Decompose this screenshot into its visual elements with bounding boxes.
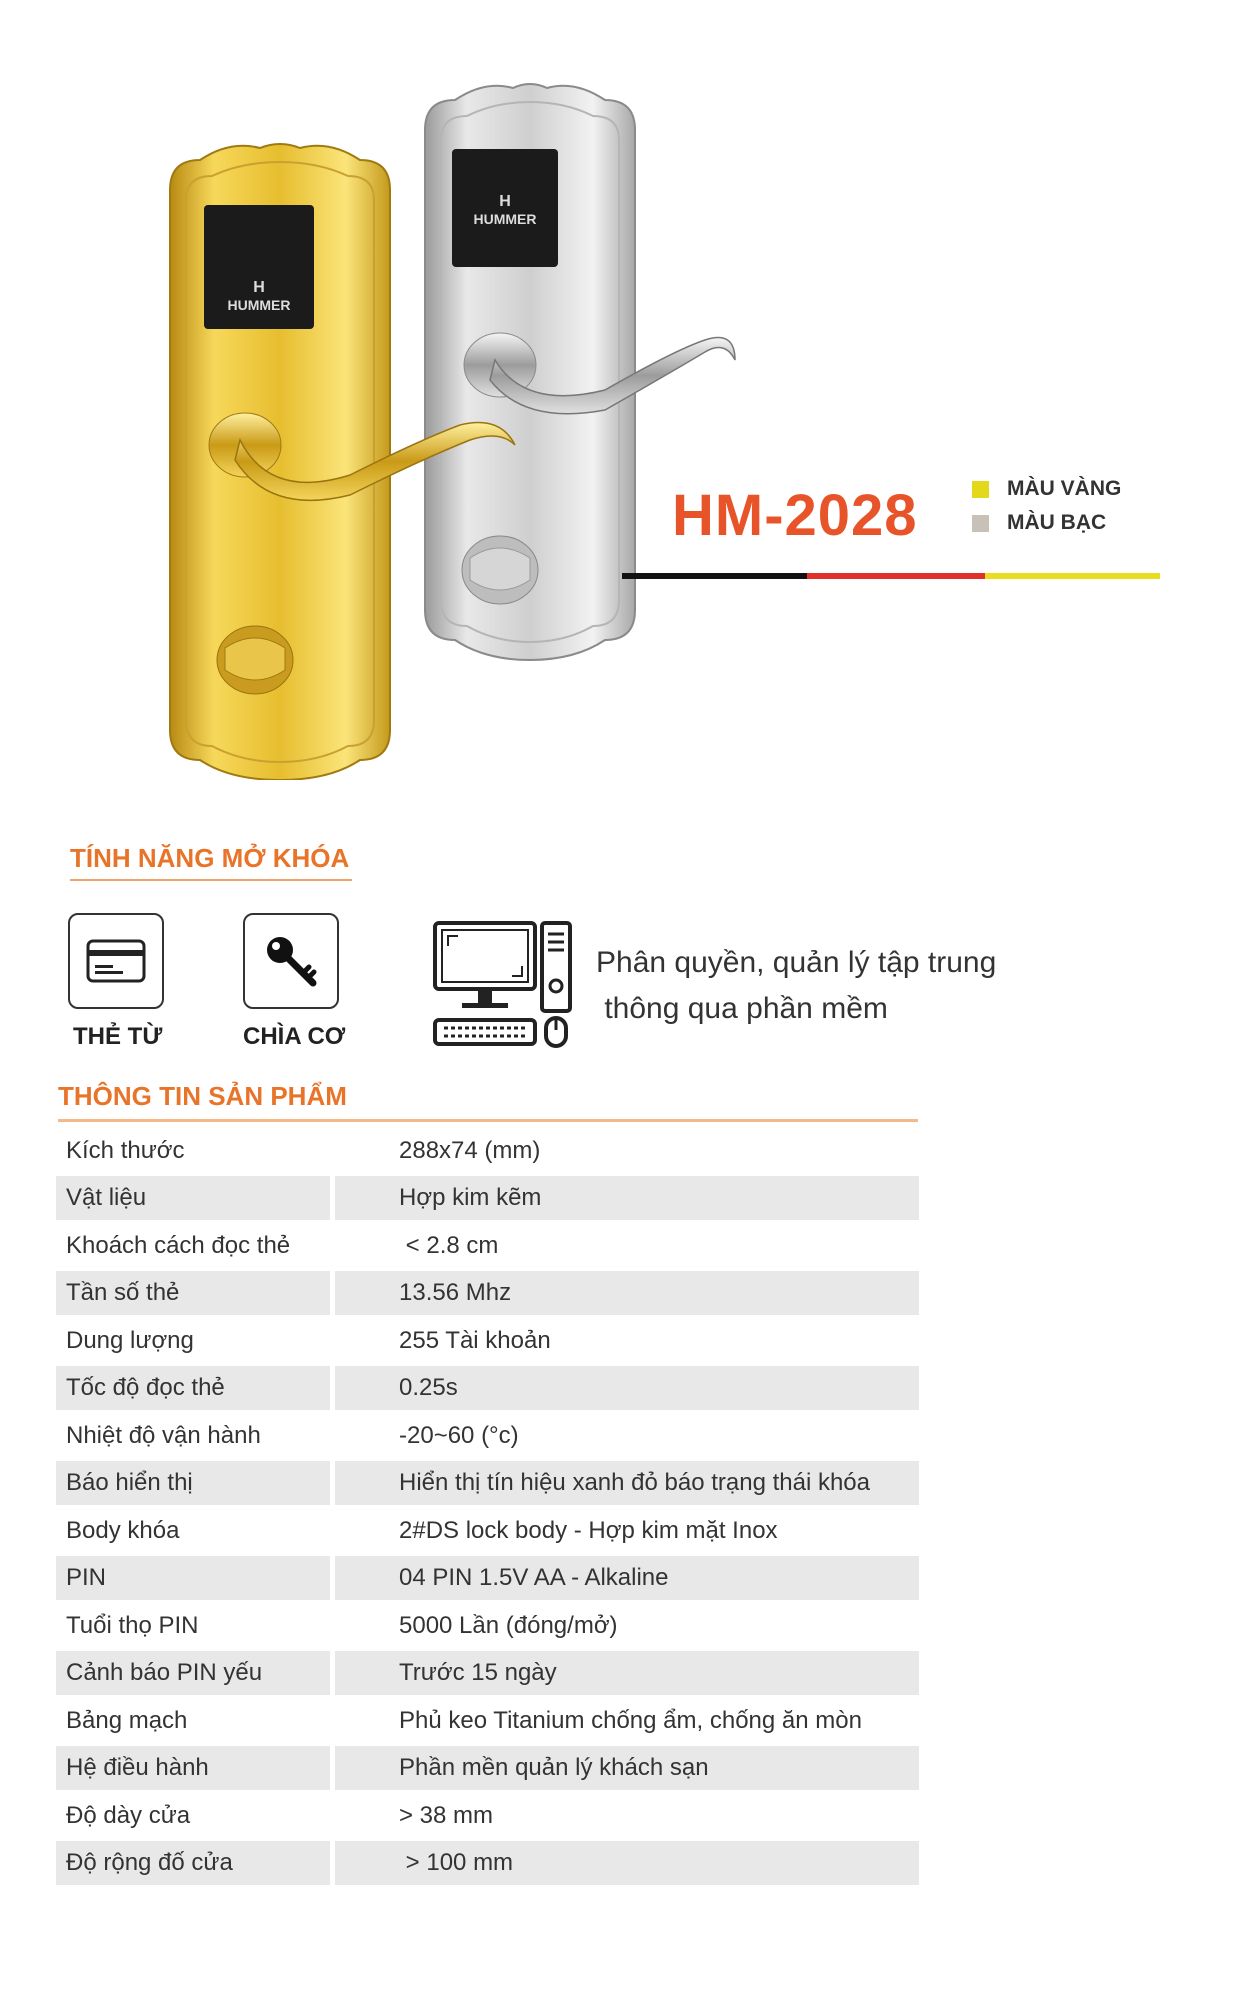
spec-value: 04 PIN 1.5V AA - Alkaline	[335, 1556, 919, 1600]
spec-row	[56, 1222, 919, 1270]
spec-label: PIN	[56, 1556, 330, 1600]
gold-swatch	[972, 481, 989, 498]
spec-value: -20~60 (°c)	[399, 1421, 519, 1449]
spec-label: Bảng mạch	[66, 1706, 188, 1734]
svg-text:HUMMER: HUMMER	[227, 297, 291, 313]
spec-label: Nhiệt độ vận hành	[66, 1421, 261, 1449]
spec-label: Độ dày cửa	[66, 1801, 191, 1829]
spec-row	[56, 1555, 919, 1603]
spec-value: > 38 mm	[399, 1801, 494, 1829]
heading-underline	[58, 1119, 918, 1122]
spec-row	[56, 1317, 919, 1365]
spec-row	[56, 1507, 919, 1555]
spec-row	[56, 1127, 919, 1175]
spec-row	[56, 1792, 919, 1840]
card-feature-tile	[68, 913, 164, 1009]
spec-value: 5000 Lần (đóng/mở)	[399, 1611, 618, 1639]
spec-row	[56, 1460, 919, 1508]
color-option-silver	[972, 511, 1106, 535]
spec-label: Khoách cách đọc thẻ	[66, 1231, 291, 1259]
spec-value: Trước 15 ngày	[335, 1651, 919, 1695]
spec-label: Hệ điều hành	[56, 1746, 330, 1790]
svg-text:H: H	[499, 193, 511, 210]
spec-row	[56, 1840, 919, 1888]
spec-row	[56, 1270, 919, 1318]
spec-label: Độ rộng đố cửa	[56, 1841, 330, 1885]
key-icon	[263, 933, 319, 989]
computer-icon	[432, 920, 577, 1048]
features-heading: TÍNH NĂNG MỞ KHÓA	[70, 843, 350, 873]
spec-label: Báo hiển thị	[56, 1461, 330, 1505]
spec-row	[56, 1175, 919, 1223]
color-option-gold	[972, 477, 1121, 501]
spec-value: < 2.8 cm	[399, 1231, 499, 1259]
spec-label: Tuổi thọ PIN	[66, 1611, 199, 1639]
spec-table	[56, 1127, 919, 1887]
software-description	[596, 940, 996, 1032]
heading-underline	[70, 879, 352, 881]
spec-row	[56, 1602, 919, 1650]
spec-value: 0.25s	[335, 1366, 919, 1410]
spec-value: Hiển thị tín hiệu xanh đỏ báo trạng thái khóa	[335, 1461, 919, 1505]
spec-label: Cảnh báo PIN yếu	[56, 1651, 330, 1695]
model-title: HM-2028	[672, 483, 918, 548]
spec-value: 255 Tài khoản	[399, 1326, 551, 1354]
spec-value: > 100 mm	[335, 1841, 919, 1885]
spec-row	[56, 1412, 919, 1460]
card-feature-label: THẺ TỪ	[73, 1023, 163, 1050]
spec-label: Tần số thẻ	[56, 1271, 330, 1315]
spec-row	[56, 1697, 919, 1745]
spec-value: Phủ keo Titanium chống ẩm, chống ăn mòn	[399, 1706, 862, 1734]
key-feature-tile	[243, 913, 339, 1009]
spec-label: Tốc độ đọc thẻ	[56, 1366, 330, 1410]
product-info-heading: THÔNG TIN SẢN PHẨM	[58, 1081, 347, 1111]
silver-swatch	[972, 515, 989, 532]
card-icon	[86, 939, 146, 983]
spec-row	[56, 1650, 919, 1698]
spec-value: 288x74 (mm)	[399, 1136, 541, 1164]
spec-label: Dung lượng	[66, 1326, 194, 1354]
spec-value: Hợp kim kẽm	[335, 1176, 919, 1220]
spec-value: 13.56 Mhz	[335, 1271, 919, 1315]
svg-text:HUMMER: HUMMER	[473, 211, 537, 227]
software-line-2: thông qua phần mềm	[596, 992, 888, 1025]
key-feature-label: CHÌA CƠ	[243, 1023, 346, 1050]
color-label: MÀU BẠC	[1007, 511, 1107, 534]
spec-value: 2#DS lock body - Hợp kim mặt Inox	[399, 1516, 778, 1544]
tricolor-divider	[622, 573, 1160, 579]
spec-label: Body khóa	[66, 1516, 180, 1544]
spec-label: Kích thước	[66, 1136, 185, 1164]
spec-row	[56, 1745, 919, 1793]
svg-text:H: H	[253, 279, 265, 296]
color-label: MÀU VÀNG	[1007, 477, 1122, 500]
spec-value: Phần mền quản lý khách sạn	[335, 1746, 919, 1790]
spec-row	[56, 1365, 919, 1413]
software-line-1: Phân quyền, quản lý tập trung	[596, 946, 997, 979]
spec-label: Vật liệu	[56, 1176, 330, 1220]
gold-lock-image	[160, 140, 520, 780]
